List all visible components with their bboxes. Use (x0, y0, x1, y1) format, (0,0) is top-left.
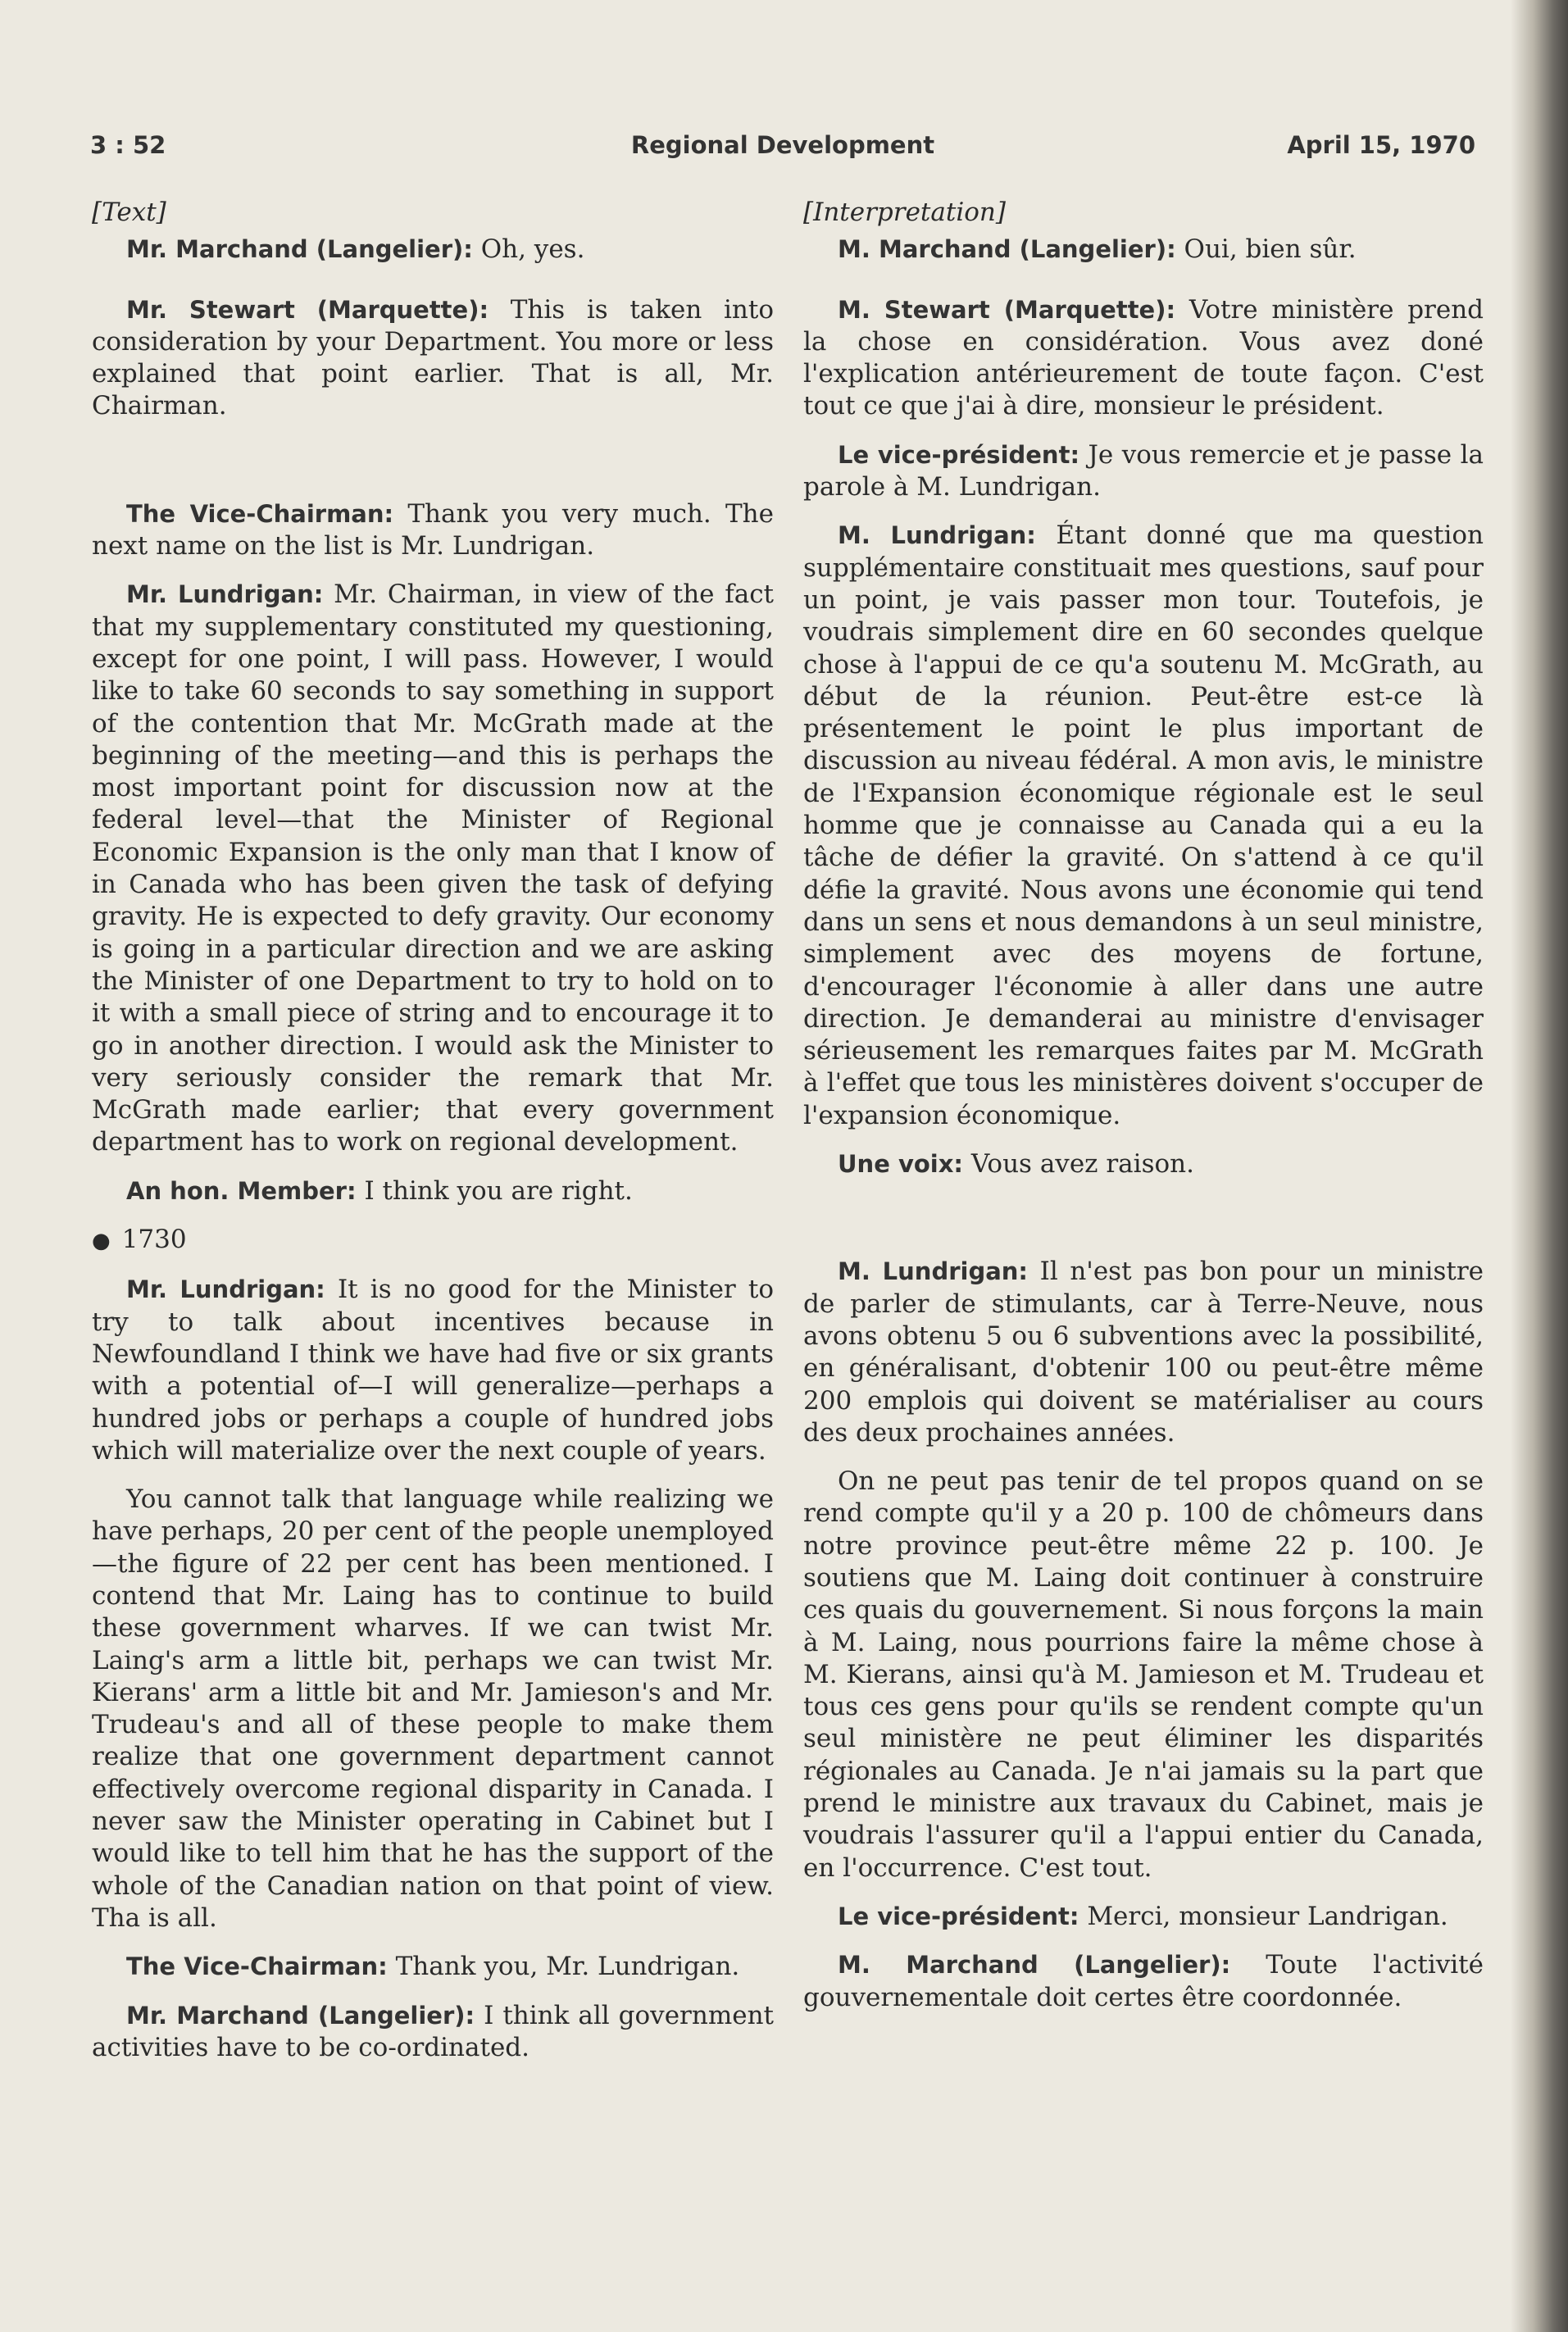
time-value: 1730 (121, 1225, 187, 1255)
speaker-name: Une voix: (838, 1150, 964, 1179)
paragraph (803, 1148, 1484, 1180)
speech-text: Étant donné que ma question supplémentaire constituait mes questions, sauf pour un point, je vais passer mon tour. Toutefois, je voudrais simplement dire en 60 secondes quelque chose à l'appui de ce qu'a soutenu M. McGrath, au début de la réunion. Peut-être est-ce là présentement le point le plus important de discussion au niveau fédéral. A mon avis, le ministre de l'Expansion économique régionale est le seul homme que je connaisse au Canada qui a eu la tâche de défier la gravité. On s'attend à ce qu'il défie la gravité. Nous avons une économie qui tend dans un sens et nous demandons à un seul ministre, simplement avec des moyens de fortune, d'encourager l'économie à aller dans une autre direction. Je demanderai au ministre d'envisager sérieusement les remarques faites par M. McGrath à l'effet que tous les ministères doivent s'occuper de l'expansion économique. (803, 520, 1484, 1130)
page-date: April 15, 1970 (1287, 131, 1475, 159)
speaker-name: Mr. Lundrigan: (126, 580, 324, 609)
speech-text: Oh, yes. (480, 234, 585, 265)
paragraph (803, 1949, 1484, 2014)
speech-text: Merci, monsieur Landrigan. (1087, 1901, 1448, 1931)
text-label: [Text] (92, 198, 166, 227)
speech-text: Thank you, Mr. Lundrigan. (395, 1952, 740, 1982)
bullet-icon: ● (92, 1229, 111, 1254)
paragraph (92, 498, 774, 563)
page-header (90, 131, 1475, 172)
speech-text: Il n'est pas bon pour un ministre de parler de stimulants, car à Terre-Neuve, nous avons obtenu 5 ou 6 subventions avec la possibilité, en généralisant, d'obtenir 100 ou peut-être même 200 emplois qui doivent se matérialiser au cours des deux prochaines années. (803, 1257, 1484, 1448)
speaker-name: M. Marchand (Langelier): (838, 1951, 1231, 1980)
paragraph (92, 1175, 774, 1207)
time-marker (92, 1224, 774, 1257)
paragraph (92, 579, 774, 1158)
speaker-name: M. Lundrigan: (838, 1257, 1029, 1286)
paragraph (92, 2000, 774, 2065)
speaker-name: The Vice-Chairman: (126, 1952, 388, 1981)
paragraph (803, 520, 1484, 1132)
book-spine-shadow (1511, 0, 1568, 2332)
paragraph (92, 1274, 774, 1467)
speech-text: Mr. Chairman, in view of the fact that my supplementary constituted my questioning, except for one point, I will pass. However, I would like to take 60 seconds to say something in support of the contention that Mr. McGrath made at the beginning of the meeting—and this is perhaps the most important point for discussion now at the federal level—that the Minister of Regional Economic Expansion is the only man that I know of in Canada who has been given the task of defying gravity. He is expected to defy gravity. Our economy is going in a particular direction and we are asking the Minister of one Department to try to hold on to it with a small piece of string and to encourage it to go in another direction. I would ask the Minister to very seriously consider the remark that Mr. McGrath made earlier; that every government department has to work on regional development. (92, 580, 775, 1157)
speech-text: I think you are right. (364, 1175, 633, 1206)
speaker-name: Le vice-président: (838, 440, 1080, 469)
speaker-name: Mr. Lundrigan: (126, 1275, 325, 1304)
speech-text: On ne peut pas tenir de tel propos quand on se rend compte qu'il y a 20 p. 100 de chômeurs dans notre province peut-être même 22 p. 100. Je soutiens que M. Laing doit continuer à construire ces quais du gouvernement. Si nous forçons la main à M. Laing, nous pourrions faire la même chose à M. Kierans, ainsi qu'à M. Jamieson et M. Trudeau et tous ces gens pour qu'ils se rendent compte qu'un seul ministère ne peut éliminer les disparités régionales au Canada. Je n'ai jamais su la part que prend le ministre aux travaux du Cabinet, mais je voudrais l'assurer qu'il a l'appui entier du Canada, en l'occurrence. C'est tout. (803, 1466, 1484, 1883)
speaker-name: Le vice-président: (838, 1902, 1079, 1930)
speech-text: Vous avez raison. (970, 1149, 1194, 1180)
speaker-name: Mr. Marchand (Langelier): (126, 235, 473, 264)
speaker-name: M. Stewart (Marquette): (838, 295, 1176, 324)
page-number: 3 : 52 (90, 131, 166, 159)
paragraph (92, 234, 774, 266)
interpretation-label: [Interpretation] (803, 198, 1006, 227)
speech-text: This is taken into consideration by your Department. You more or less explained that point earlier. That is all, Mr. Chairman. (92, 294, 775, 421)
speaker-name: Mr. Stewart (Marquette): (126, 295, 489, 324)
speech-text: It is no good for the Minister to try to talk about incentives because in Newfoundland I think we have had five or six grants with a potential of—I will generalize—perhaps a hundred jobs or perhaps a couple of hundred jobs which will materialize over the next couple of years. (92, 1275, 775, 1466)
paragraph (92, 294, 774, 423)
paragraph (92, 1484, 774, 1934)
paragraph (803, 1256, 1484, 1449)
speech-text: I think all government activities have to be co-ordinated. (92, 2000, 774, 2062)
paragraph (803, 439, 1484, 504)
speaker-name: Mr. Marchand (Langelier): (126, 2001, 475, 2030)
paragraph (803, 294, 1484, 423)
speech-text: You cannot talk that language while realizing we have perhaps, 20 per cent of the people unemployed—the figure of 22 per cent has been mentioned. I contend that Mr. Laing has to continue to build these government wharves. If we can twist Mr. Laing's arm a little bit, perhaps we can twist Mr. Kierans' arm a little bit and Mr. Jamieson's and Mr. Trudeau's and all of these people to make them realize that one government department cannot effectively overcome regional disparity in Canada. I never saw the Minister operating in Cabinet but I would like to tell him that he has the support of the whole of the Canadian nation on that point of view. Tha is all. (92, 1484, 774, 1933)
speech-text: Toute l'activité gouvernementale doit certes être coordonnée. (803, 1950, 1484, 2012)
english-column (92, 197, 774, 2080)
french-column (803, 197, 1484, 2030)
speech-text: Thank you very much. The next name on the list is Mr. Lundrigan. (92, 498, 774, 561)
speaker-name: M. Marchand (Langelier): (838, 235, 1176, 264)
paragraph (803, 234, 1484, 266)
speaker-name: An hon. Member: (126, 1176, 357, 1205)
paragraph (92, 1951, 774, 1983)
speech-text: Votre ministère prend la chose en considération. Vous avez doné l'explication antérieurement de toute façon. C'est tout ce que j'ai à dire, monsieur le président. (803, 294, 1484, 421)
running-title: Regional Development (630, 131, 935, 159)
speaker-name: The Vice-Chairman: (126, 499, 394, 528)
speech-text: Oui, bien sûr. (1184, 234, 1357, 265)
paragraph (803, 1466, 1484, 1884)
speech-text: Je vous remercie et je passe la parole à M. Lundrigan. (803, 439, 1484, 502)
speaker-name: M. Lundrigan: (838, 521, 1036, 550)
paragraph (803, 1901, 1484, 1933)
